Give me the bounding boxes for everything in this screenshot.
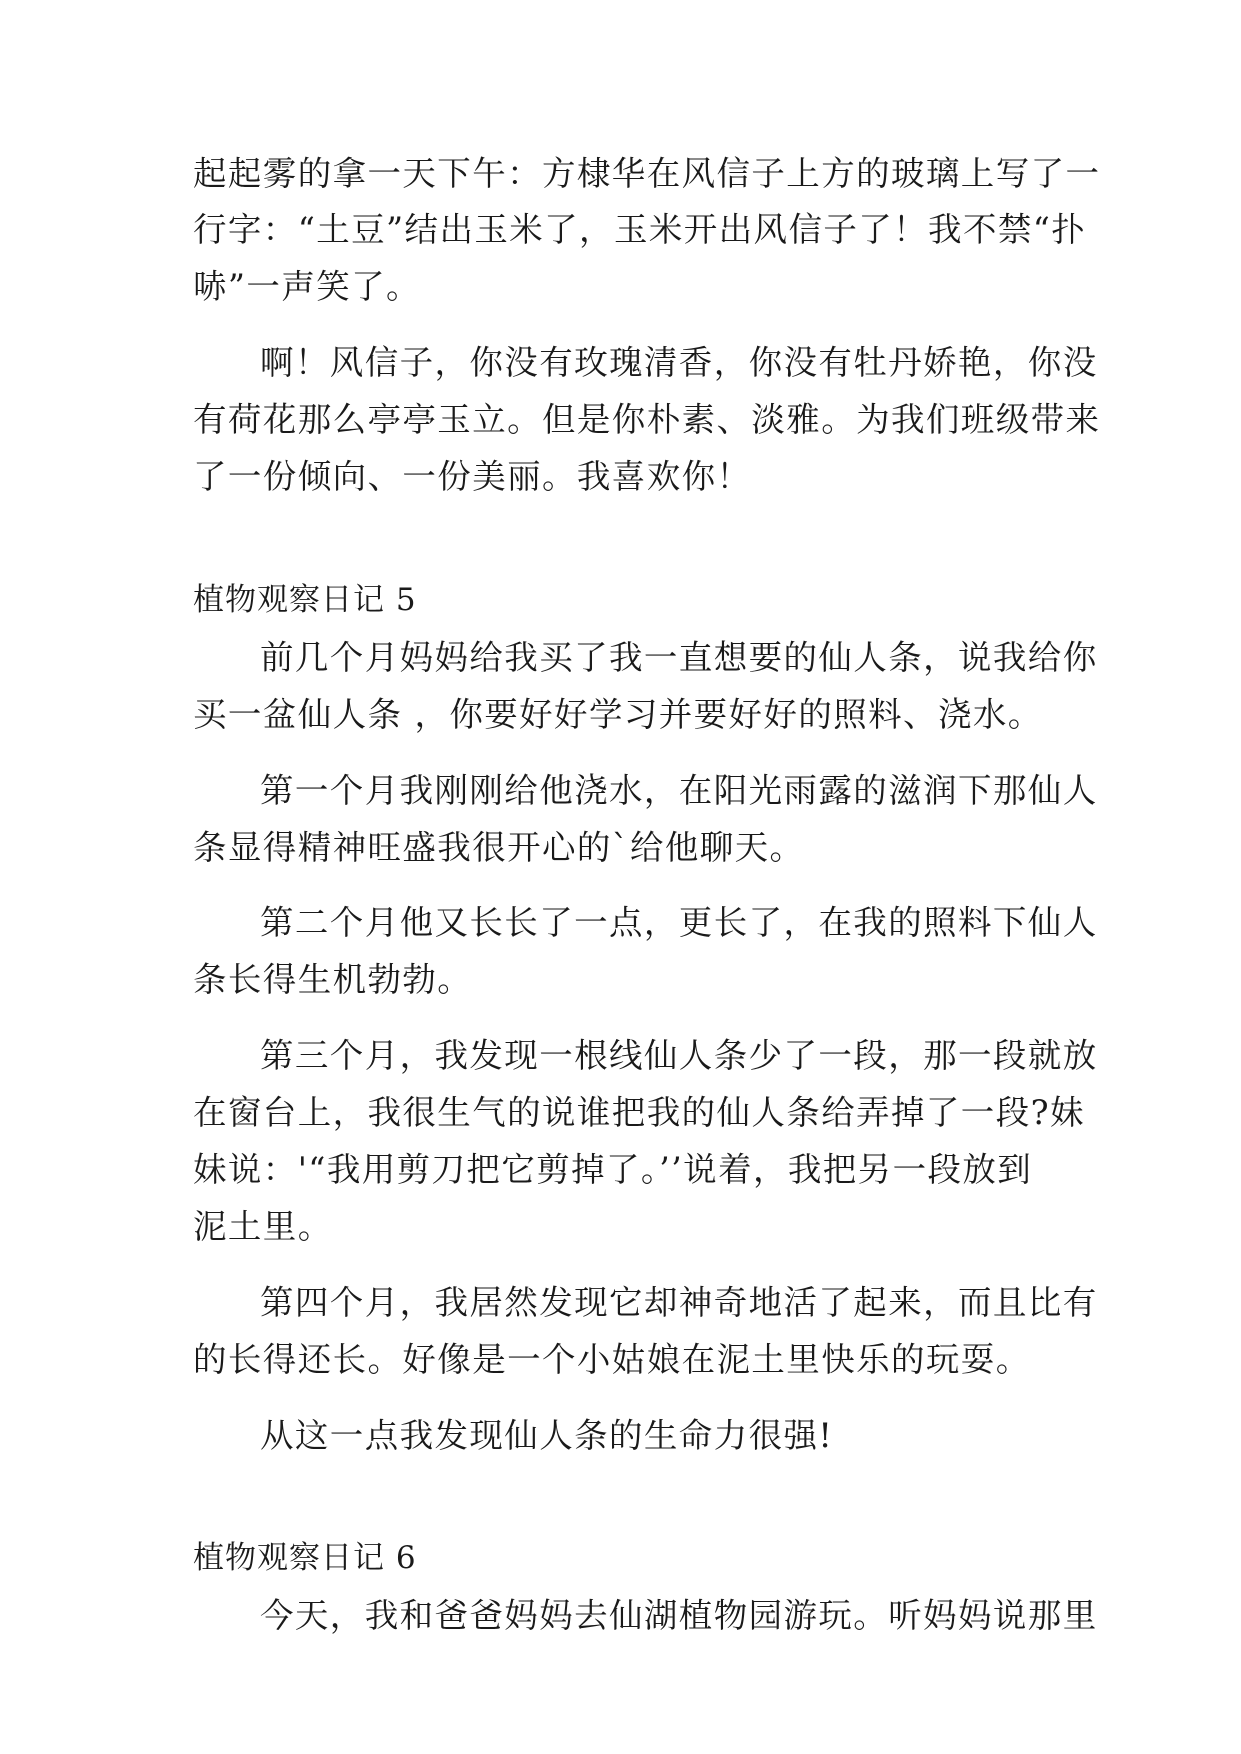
paragraph-line: 哧”一声笑了。	[193, 267, 421, 306]
paragraph-line: 第三个月，我发现一根线仙人条少了一段，那一段就放	[260, 1036, 1098, 1075]
paragraph-line: 第一个月我刚刚给他浇水，在阳光雨露的滋润下那仙人	[260, 771, 1098, 810]
paragraph-line: 的长得还长。好像是一个小姑娘在泥土里快乐的玩耍。	[193, 1340, 1031, 1379]
paragraph-line: 起起雾的拿一天下午：方棣华在风信子上方的玻璃上写了一	[193, 154, 1101, 193]
paragraph-line: 行字：“土豆”结出玉米了，玉米开出风信子了！我不禁“扑	[193, 210, 1087, 249]
paragraph-line: 有荷花那么亭亭玉立。但是你朴素、淡雅。为我们班级带来	[193, 400, 1101, 439]
paragraph-line: 啊！风信子，你没有玫瑰清香，你没有牡丹娇艳，你没	[260, 343, 1098, 382]
paragraph-line: 前几个月妈妈给我买了我一直想要的仙人条，说我给你	[260, 638, 1098, 677]
paragraph-line: 在窗台上，我很生气的说谁把我的仙人条给弄掉了一段?妹	[193, 1093, 1085, 1132]
paragraph-line: 条显得精神旺盛我很开心的`给他聊天。	[193, 828, 805, 867]
paragraph-line: 泥土里。	[193, 1207, 333, 1246]
paragraph-line: 买一盆仙人条 ，你要好好学习并要好好的照料、浇水。	[193, 695, 1043, 734]
paragraph-line: 了一份倾向、一份美丽。我喜欢你！	[193, 457, 752, 496]
paragraph-line: 第四个月，我居然发现它却神奇地活了起来，而且比有	[260, 1283, 1098, 1322]
section-heading: 植物观察日记 6	[193, 1540, 417, 1576]
paragraph-line: 妹说：'“我用剪刀把它剪掉了。’’说着，我把另一段放到	[193, 1150, 1033, 1189]
paragraph-line: 条长得生机勃勃。	[193, 960, 473, 999]
paragraph-line: 今天，我和爸爸妈妈去仙湖植物园游玩。听妈妈说那里	[260, 1596, 1098, 1635]
paragraph-line: 第二个月他又长长了一点，更长了，在我的照料下仙人	[260, 903, 1098, 942]
paragraph-line: 从这一点我发现仙人条的生命力很强!	[260, 1416, 834, 1455]
section-heading: 植物观察日记 5	[193, 582, 417, 618]
